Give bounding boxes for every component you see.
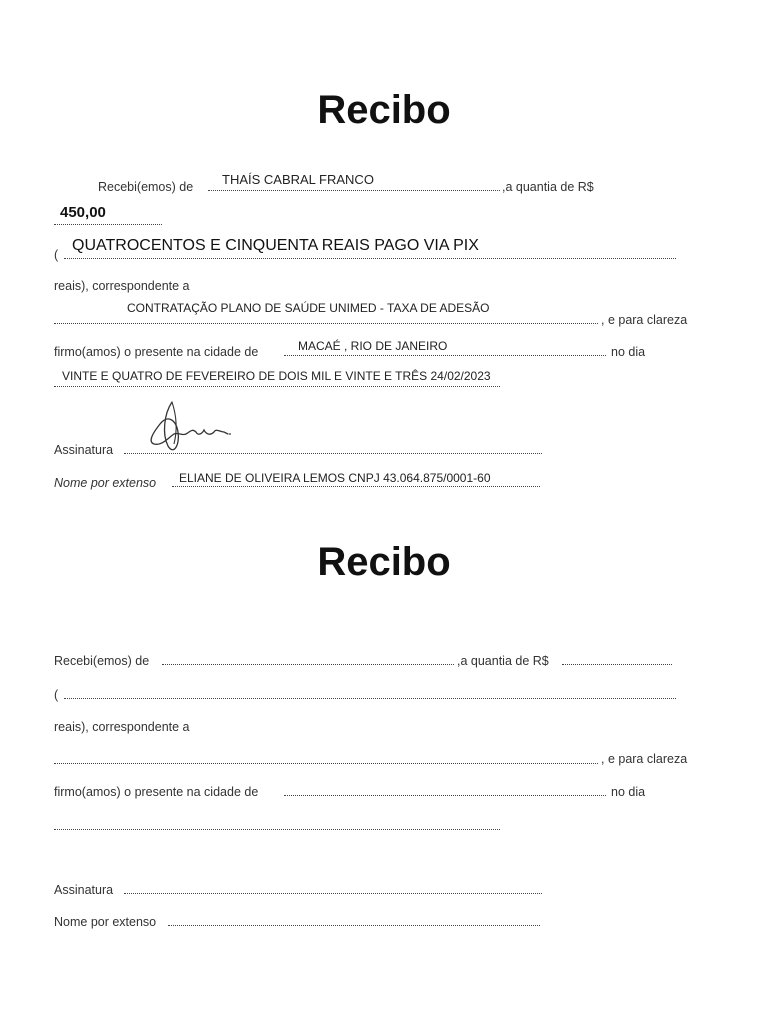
handwritten-signature-icon [138, 394, 238, 460]
amount-label: ,a quantia de R$ [457, 654, 549, 668]
name-line [168, 925, 540, 926]
clarity-label: , e para clareza [601, 313, 688, 327]
amount-words-value: QUATROCENTOS E CINQUENTA REAIS PAGO VIA PIX [72, 237, 479, 254]
purpose-line [54, 323, 598, 324]
name-value: ELIANE DE OLIVEIRA LEMOS CNPJ 43.064.875/0001-60 [179, 471, 491, 485]
amount-words-line [64, 698, 676, 699]
city-label: firmo(amos) o presente na cidade de [54, 785, 259, 799]
signature-label: Assinatura [54, 883, 114, 897]
date-line [54, 386, 500, 387]
clarity-label: , e para clareza [601, 752, 688, 766]
city-line [284, 355, 606, 356]
received-from-label: Recebi(emos) de [54, 654, 150, 668]
signature-line [124, 893, 542, 894]
received-from-line [162, 664, 454, 665]
received-from-line [208, 190, 500, 191]
amount-line [54, 224, 162, 225]
signature-label: Assinatura [54, 443, 114, 457]
name-label: Nome por extenso [54, 915, 157, 929]
date-value: VINTE E QUATRO DE FEVEREIRO DE DOIS MIL E VINTE E TRÊS 24/02/2023 [62, 369, 491, 383]
received-from-label: Recebi(emos) de [98, 180, 194, 194]
city-label: firmo(amos) o presente na cidade de [54, 345, 259, 359]
name-label: Nome por extenso [54, 476, 157, 490]
amount-value: 450,00 [60, 204, 106, 221]
purpose-value: CONTRATAÇÃO PLANO DE SAÚDE UNIMED - TAXA DE ADESÃO [127, 301, 490, 315]
day-label: no dia [611, 345, 646, 359]
open-paren: ( [54, 248, 59, 262]
reais-label: reais), correspondente a [54, 720, 190, 734]
name-line [172, 486, 540, 487]
open-paren: ( [54, 688, 59, 702]
city-line [284, 795, 606, 796]
day-label: no dia [611, 785, 646, 799]
received-from-value: THAÍS CABRAL FRANCO [222, 172, 374, 187]
city-value: MACAÉ , RIO DE JANEIRO [298, 339, 448, 353]
purpose-line [54, 763, 598, 764]
date-line [54, 829, 500, 830]
amount-label: ,a quantia de R$ [502, 180, 594, 194]
reais-label: reais), correspondente a [54, 279, 190, 293]
receipt-title: Recibo [317, 540, 451, 584]
amount-words-line [64, 258, 676, 259]
receipt-title: Recibo [317, 88, 451, 132]
amount-line [562, 664, 672, 665]
